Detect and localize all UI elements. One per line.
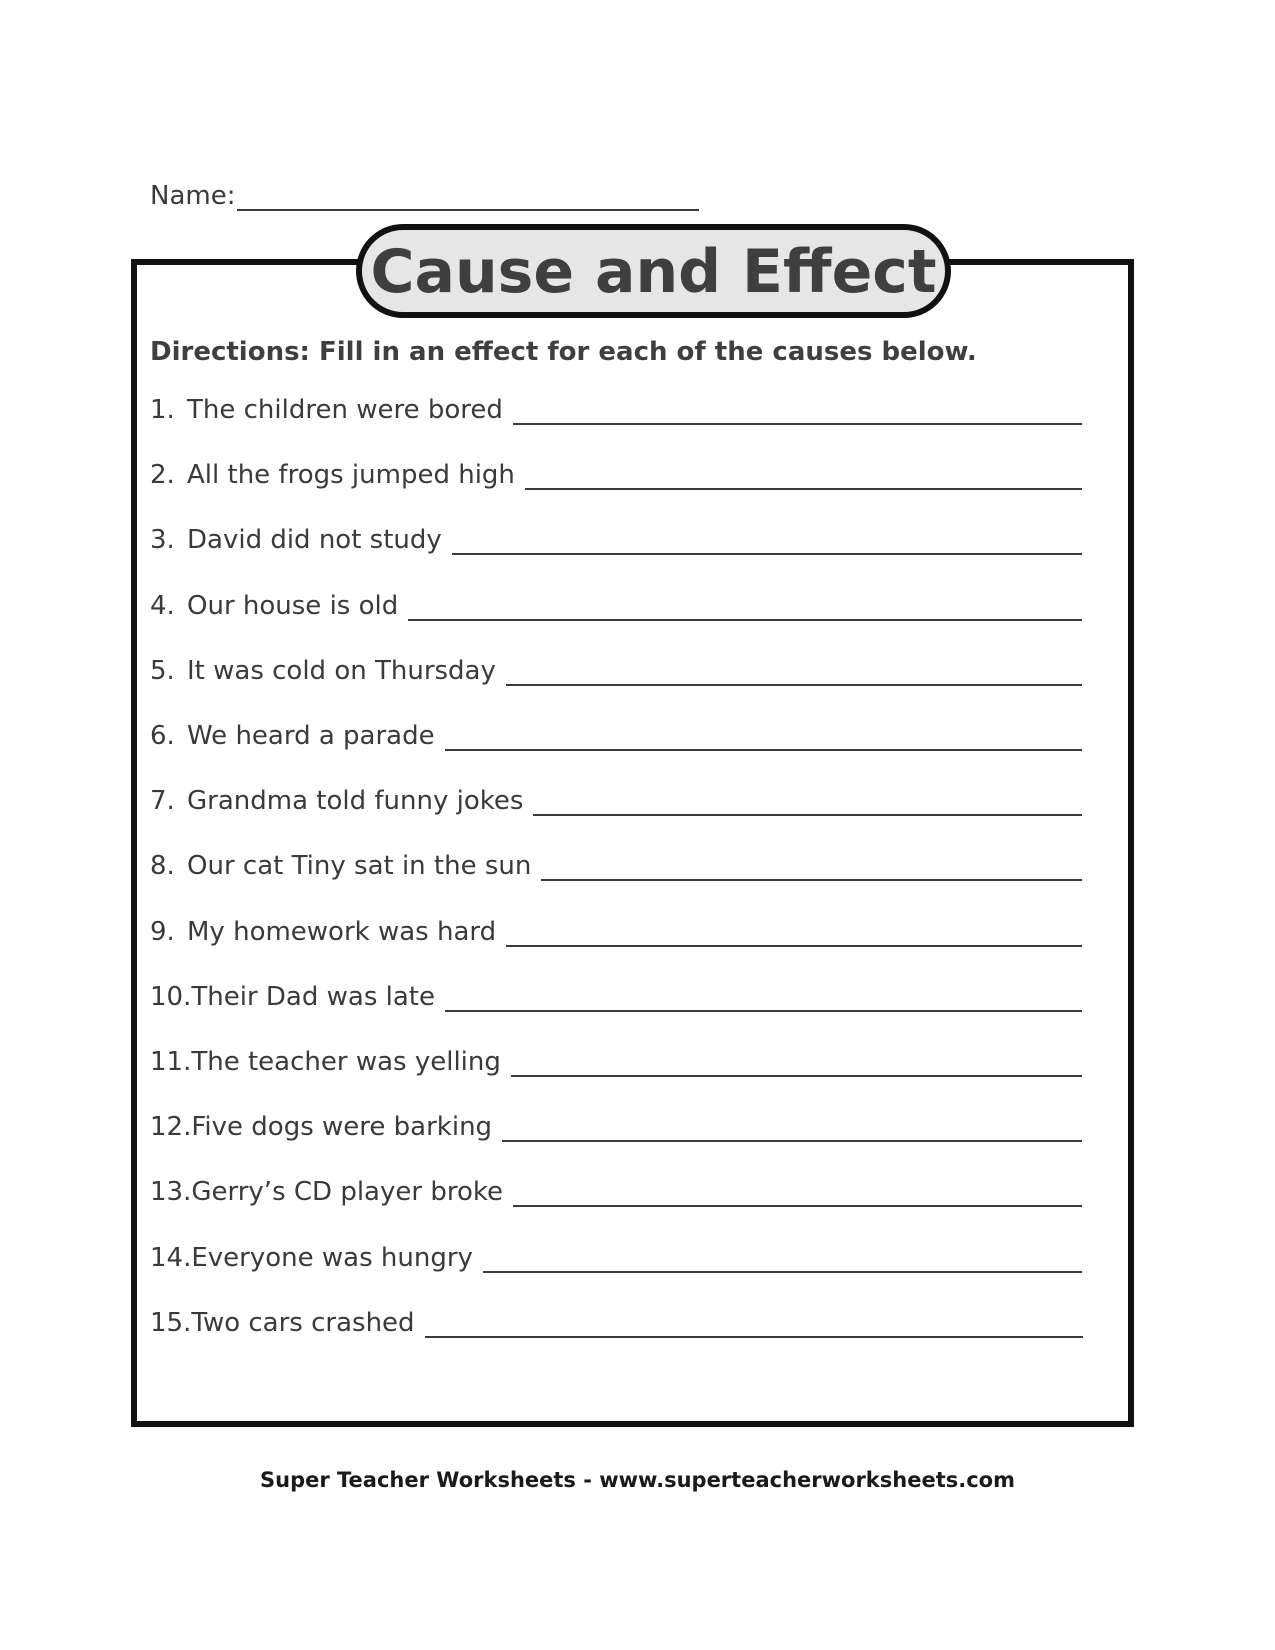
cause-item bbox=[150, 521, 1082, 555]
name-label: Name: bbox=[150, 181, 236, 211]
item-number: 12. bbox=[150, 1112, 192, 1142]
cause-item bbox=[150, 782, 1082, 816]
cause-text: The children were bored bbox=[187, 395, 503, 425]
item-number: 2. bbox=[150, 460, 175, 490]
cause-item bbox=[150, 913, 1082, 947]
footer-credit: Super Teacher Worksheets - www.superteacherworksheets.com bbox=[260, 1468, 1015, 1492]
cause-text: All the frogs jumped high bbox=[187, 460, 515, 490]
effect-answer-line[interactable] bbox=[513, 397, 1082, 425]
effect-answer-line[interactable] bbox=[452, 527, 1082, 555]
name-field bbox=[150, 181, 699, 211]
effect-answer-line[interactable] bbox=[506, 919, 1082, 947]
effect-answer-line[interactable] bbox=[445, 984, 1082, 1012]
effect-answer-line[interactable] bbox=[483, 1245, 1082, 1273]
name-blank-line[interactable] bbox=[237, 185, 699, 211]
cause-text: My homework was hard bbox=[187, 917, 497, 947]
cause-text: Two cars crashed bbox=[191, 1308, 415, 1338]
effect-answer-line[interactable] bbox=[506, 658, 1082, 686]
cause-text: Five dogs were barking bbox=[191, 1112, 493, 1142]
item-number: 10. bbox=[150, 982, 192, 1012]
item-number: 14. bbox=[150, 1243, 192, 1273]
cause-text: Their Dad was late bbox=[191, 982, 435, 1012]
item-number: 8. bbox=[150, 851, 175, 881]
effect-answer-line[interactable] bbox=[513, 1179, 1082, 1207]
cause-text: The teacher was yelling bbox=[191, 1047, 501, 1077]
item-number: 3. bbox=[150, 525, 175, 555]
cause-text: Everyone was hungry bbox=[191, 1243, 473, 1273]
effect-answer-line[interactable] bbox=[525, 462, 1082, 490]
item-number: 9. bbox=[150, 917, 175, 947]
cause-item bbox=[150, 456, 1082, 490]
cause-text: Our house is old bbox=[187, 591, 399, 621]
cause-item bbox=[150, 652, 1082, 686]
cause-item bbox=[150, 1304, 1083, 1338]
title-banner bbox=[356, 224, 951, 318]
item-number: 13. bbox=[150, 1177, 192, 1207]
effect-answer-line[interactable] bbox=[541, 853, 1082, 881]
effect-answer-line[interactable] bbox=[502, 1114, 1082, 1142]
item-number: 15. bbox=[150, 1308, 192, 1338]
cause-item bbox=[150, 391, 1082, 425]
effect-answer-line[interactable] bbox=[533, 788, 1082, 816]
cause-text: We heard a parade bbox=[187, 721, 435, 751]
cause-text: It was cold on Thursday bbox=[187, 656, 496, 686]
effect-answer-line[interactable] bbox=[511, 1049, 1082, 1077]
cause-item bbox=[150, 1108, 1082, 1142]
item-number: 5. bbox=[150, 656, 175, 686]
effect-answer-line[interactable] bbox=[408, 593, 1082, 621]
cause-item bbox=[150, 978, 1082, 1012]
page-title: Cause and Effect bbox=[370, 237, 937, 307]
cause-text: Our cat Tiny sat in the sun bbox=[187, 851, 532, 881]
item-number: 1. bbox=[150, 395, 175, 425]
item-number: 4. bbox=[150, 591, 175, 621]
item-number: 11. bbox=[150, 1047, 192, 1077]
effect-answer-line[interactable] bbox=[445, 723, 1082, 751]
cause-item bbox=[150, 717, 1082, 751]
cause-text: Gerry’s CD player broke bbox=[191, 1177, 503, 1207]
cause-item bbox=[150, 1043, 1082, 1077]
item-number: 7. bbox=[150, 786, 175, 816]
cause-item bbox=[150, 847, 1082, 881]
effect-answer-line[interactable] bbox=[425, 1310, 1083, 1338]
item-number: 6. bbox=[150, 721, 175, 751]
cause-item bbox=[150, 1239, 1082, 1273]
cause-item bbox=[150, 1173, 1082, 1207]
cause-text: David did not study bbox=[187, 525, 442, 555]
cause-text: Grandma told funny jokes bbox=[187, 786, 524, 816]
directions-text: Directions: Fill in an effect for each of the causes below. bbox=[150, 337, 977, 367]
cause-item bbox=[150, 587, 1082, 621]
